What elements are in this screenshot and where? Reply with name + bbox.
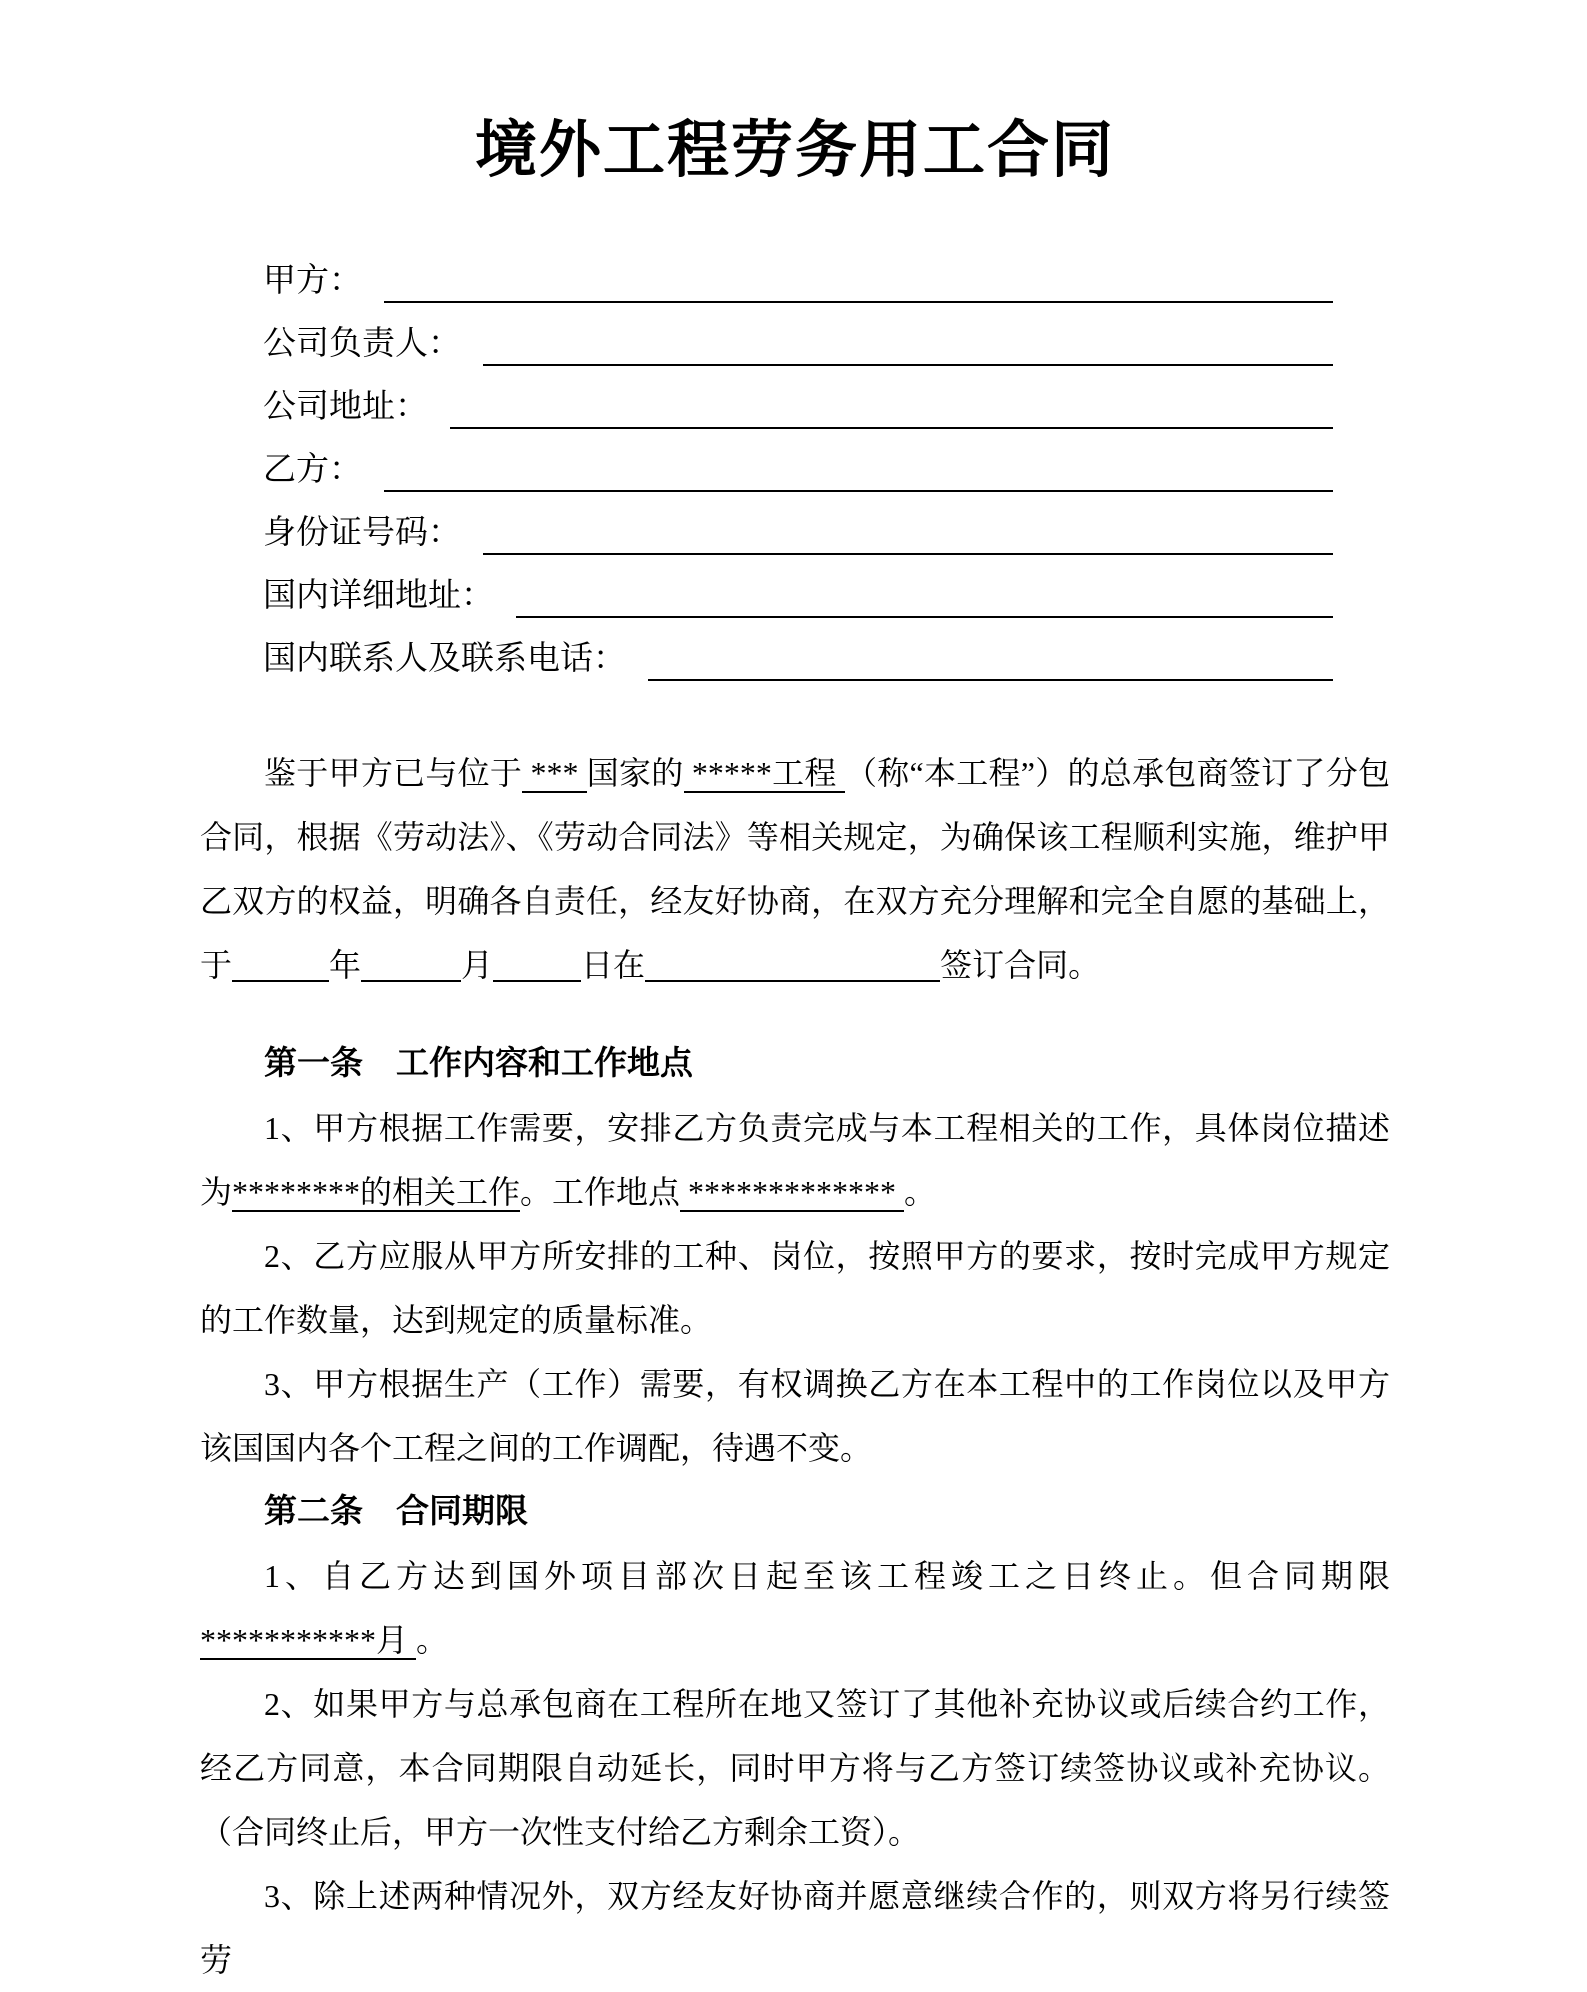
section-2-paragraph-2: [200, 1672, 1390, 1864]
text-segment: 年: [329, 947, 362, 983]
section-2-paragraph-1: [200, 1544, 1390, 1672]
form-row-party-a: [263, 240, 1390, 303]
text-segment: 2、如果甲方与总承包商在工程所在地又签订了其他补充协议或后续合约工作，经乙方同意，本合同期限自动延长，同时甲方将与乙方签订续签协议或补充协议。（合同终止后，甲方一次性支付给乙方剩余工资）。: [200, 1686, 1390, 1850]
section-2-paragraph-3: [200, 1864, 1390, 1992]
domestic-contact-blank-line[interactable]: [648, 679, 1333, 681]
party-a-label: 甲方：: [263, 263, 362, 300]
text-segment: 。: [904, 1174, 937, 1210]
text-segment: 日在: [581, 947, 646, 983]
filled-blank-segment: *****工程: [683, 755, 845, 791]
filled-blank-segment: ***: [522, 755, 587, 791]
form-row-party-b: [263, 429, 1390, 492]
form-row-domestic-address: [263, 555, 1390, 618]
id-number-label: 身份证号码：: [263, 515, 461, 552]
company-address-label: 公司地址：: [263, 389, 428, 426]
text-segment: 1、甲方根据工作需要，安排乙方负责完成与本工程相关的工作，具体岗位描述为: [200, 1110, 1390, 1210]
section-2-number: 第二条: [264, 1494, 363, 1530]
text-segment: 签订合同。: [940, 947, 1101, 983]
party-b-label: 乙方：: [263, 452, 362, 489]
form-row-domestic-contact: [263, 618, 1390, 681]
form-row-id-number: [263, 492, 1390, 555]
filled-blank-segment: *************: [680, 1174, 905, 1210]
blank-line[interactable]: [232, 948, 329, 982]
party-info-form: [200, 240, 1390, 681]
text-segment: 3、甲方根据生产（工作）需要，有权调换乙方在本工程中的工作岗位以及甲方该国国内各个工程之间的工作调配，待遇不变。: [200, 1366, 1390, 1466]
text-segment: 国家的: [586, 755, 684, 791]
form-row-company-address: [263, 366, 1390, 429]
section-2-title: 合同期限: [396, 1494, 528, 1530]
company-manager-label: 公司负责人：: [263, 326, 461, 363]
domestic-address-label: 国内详细地址：: [263, 578, 494, 615]
domestic-address-blank-line[interactable]: [516, 616, 1333, 618]
company-manager-blank-line[interactable]: [483, 364, 1333, 366]
section-1-paragraph-1: [200, 1096, 1390, 1224]
text-segment: 2、乙方应服从甲方所安排的工种、岗位，按照甲方的要求，按时完成甲方规定的工作数量，达到规定的质量标准。: [200, 1238, 1390, 1338]
company-address-blank-line[interactable]: [450, 427, 1333, 429]
form-row-company-manager: [263, 303, 1390, 366]
text-segment: 月: [461, 947, 494, 983]
text-segment: 鉴于甲方已与位于: [264, 755, 523, 791]
filled-blank-segment: ***********月: [200, 1622, 417, 1658]
document-page: [200, 0, 1390, 1992]
text-segment: 。: [416, 1622, 449, 1658]
section-2-heading: [200, 1480, 1390, 1544]
party-a-blank-line[interactable]: [384, 301, 1333, 303]
id-number-blank-line[interactable]: [483, 553, 1333, 555]
blank-line[interactable]: [361, 948, 461, 982]
text-segment: 。工作地点: [520, 1174, 681, 1210]
domestic-contact-label: 国内联系人及联系电话：: [263, 641, 626, 678]
section-1-title: 工作内容和工作地点: [396, 1046, 693, 1082]
text-segment: （称“本工程”）的总承包商签订了分包合同，根据《劳动法》、《劳动合同法》等相关规定，为确保该工程顺利实施，维护甲乙双方的权益，明确各自责任，经友好协商，在双方充分理解和完全自愿的基础上，于: [200, 755, 1390, 983]
blank-line[interactable]: [645, 948, 940, 982]
section-1-heading: [200, 1032, 1390, 1096]
section-1-paragraph-3: [200, 1352, 1390, 1480]
document-title: 境外工程劳务用工合同: [474, 117, 1115, 185]
filled-blank-segment: ********的相关工作: [232, 1174, 521, 1210]
blank-line[interactable]: [493, 948, 581, 982]
section-1-number: 第一条: [264, 1046, 363, 1082]
intro-paragraph: [200, 741, 1390, 997]
section-1-paragraph-2: [200, 1224, 1390, 1352]
party-b-blank-line[interactable]: [384, 490, 1333, 492]
text-segment: 1、自乙方达到国外项目部次日起至该工程竣工之日终止。但合同期限: [264, 1558, 1390, 1594]
text-segment: 3、除上述两种情况外，双方经友好协商并愿意继续合作的，则双方将另行续签劳: [200, 1878, 1390, 1978]
